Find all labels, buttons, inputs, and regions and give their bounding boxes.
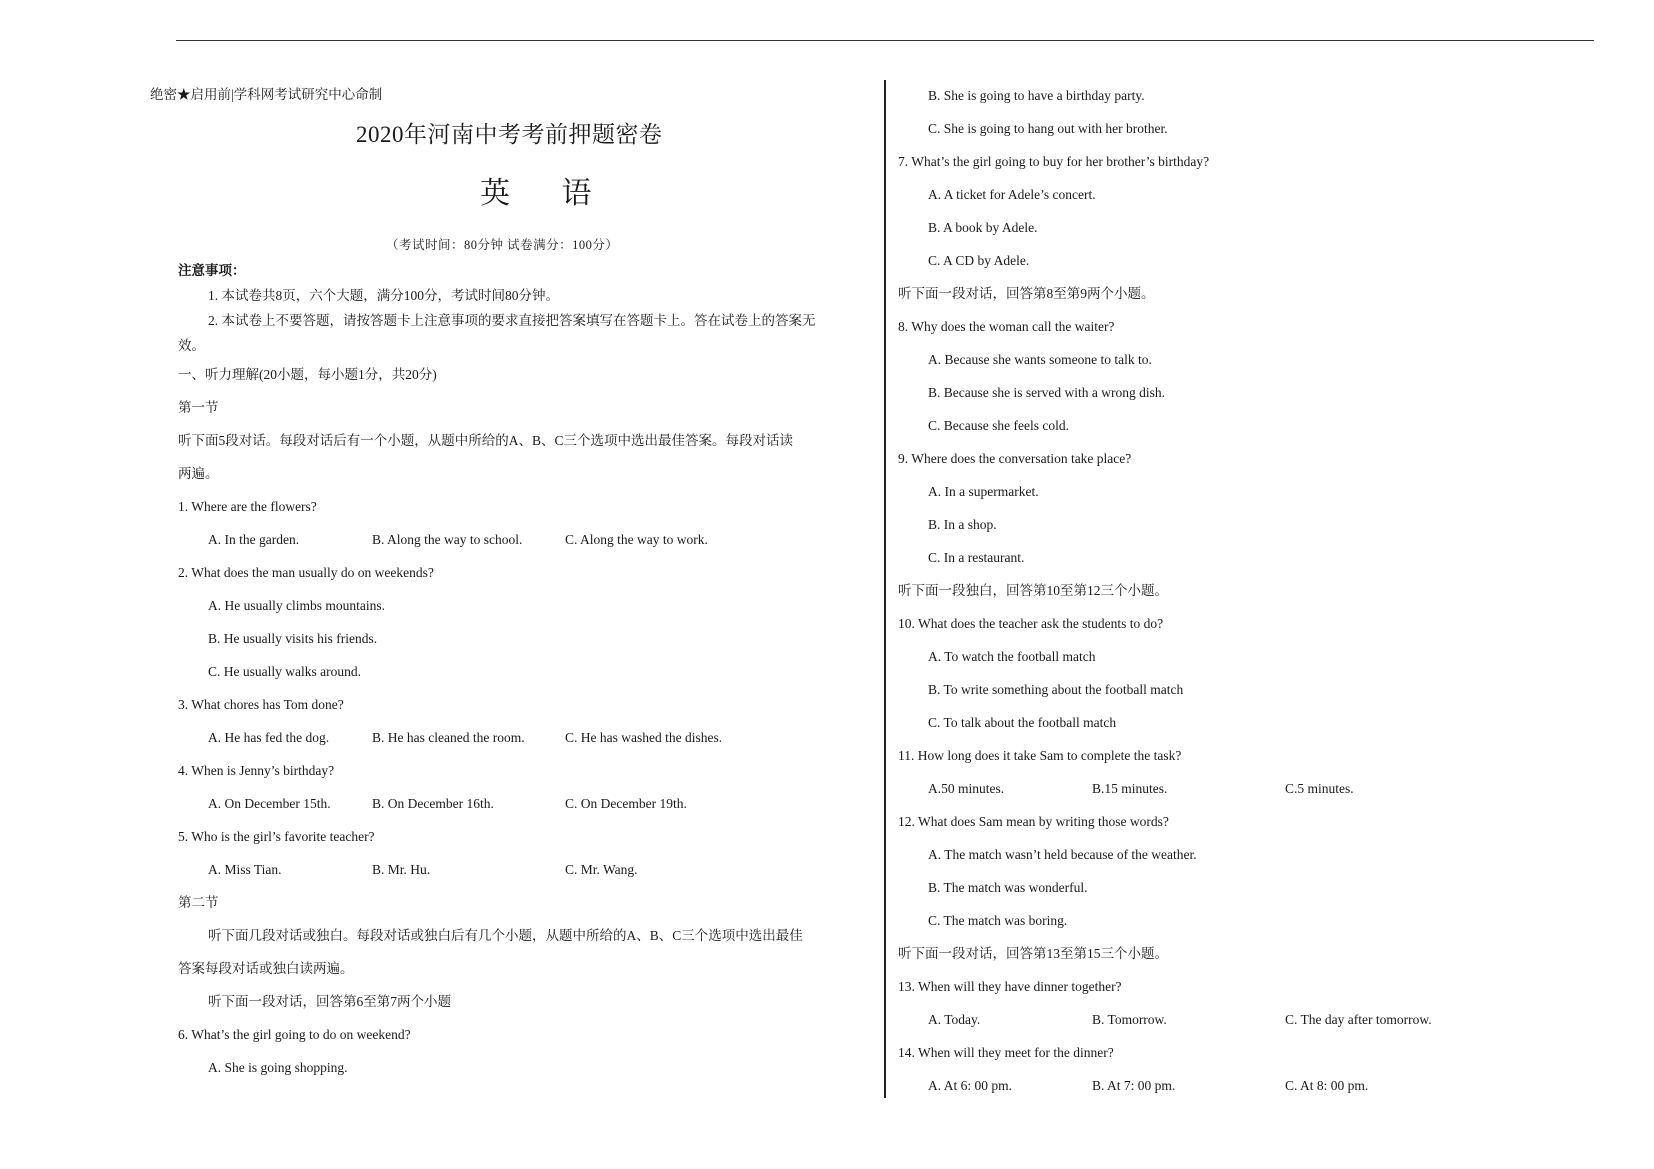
part-1-instruction-line-2: 两遍。 (178, 466, 219, 481)
notice-heading: 注意事项： (178, 263, 246, 278)
question-11-option-c: C.5 minutes. (1285, 781, 1354, 796)
question-7: 7. What’s the girl going to buy for her brother’s birthday? (898, 154, 1210, 169)
part-2-heading: 第二节 (178, 895, 219, 910)
instruction-8-9: 听下面一段对话，回答第8至第9两个小题。 (898, 286, 1155, 301)
question-9: 9. Where does the conversation take place? (898, 451, 1132, 466)
question-10-option-c: C. To talk about the football match (928, 715, 1117, 730)
question-5-option-b: B. Mr. Hu. (372, 862, 431, 877)
part-1-instruction-line-1: 听下面5段对话。每段对话后有一个小题，从题中所给的A、B、C三个选项中选出最佳答案。每段对话读 (178, 433, 794, 448)
question-11-option-a: A.50 minutes. (928, 781, 1005, 796)
question-14-option-c: C. At 8: 00 pm. (1285, 1078, 1369, 1093)
question-7-option-c: C. A CD by Adele. (928, 253, 1030, 268)
question-1-option-c: C. Along the way to work. (565, 532, 708, 547)
question-2-option-b: B. He usually visits his friends. (208, 631, 378, 646)
question-11: 11. How long does it take Sam to complete the task? (898, 748, 1182, 763)
question-3-option-b: B. He has cleaned the room. (372, 730, 525, 745)
question-1-option-a: A. In the garden. (208, 532, 300, 547)
subject-title: 英 语 (480, 177, 614, 210)
question-6-option-a: A. She is going shopping. (208, 1060, 348, 1075)
question-1: 1. Where are the flowers? (178, 499, 317, 514)
question-9-option-c: C. In a restaurant. (928, 550, 1025, 565)
security-note: 绝密★启用前|学科网考试研究中心命制 (150, 87, 383, 102)
part-1-heading: 第一节 (178, 400, 219, 415)
question-5-option-c: C. Mr. Wang. (565, 862, 638, 877)
question-14: 14. When will they meet for the dinner? (898, 1045, 1114, 1060)
notice-item-2-line-1: 2. 本试卷上不要答题，请按答题卡上注意事项的要求直接把答案填写在答题卡上。答在试卷上的答案无 (208, 313, 816, 328)
question-1-option-b: B. Along the way to school. (372, 532, 523, 547)
question-9-option-a: A. In a supermarket. (928, 484, 1039, 499)
instruction-6-7: 听下面一段对话，回答第6至第7两个小题 (208, 994, 451, 1009)
question-2-option-c: C. He usually walks around. (208, 664, 361, 679)
question-12-option-b: B. The match was wonderful. (928, 880, 1088, 895)
question-8-option-a: A. Because she wants someone to talk to. (928, 352, 1152, 367)
instruction-13-15: 听下面一段对话，回答第13至第15三个小题。 (898, 946, 1168, 961)
question-7-option-a: A. A ticket for Adele’s concert. (928, 187, 1096, 202)
question-13-option-a: A. Today. (928, 1012, 981, 1027)
question-8: 8. Why does the woman call the waiter? (898, 319, 1115, 334)
instruction-10-12: 听下面一段独白，回答第10至第12三个小题。 (898, 583, 1168, 598)
question-10: 10. What does the teacher ask the students to do? (898, 616, 1164, 631)
column-divider (884, 80, 886, 1098)
question-3-option-c: C. He has washed the dishes. (565, 730, 723, 745)
question-9-option-b: B. In a shop. (928, 517, 997, 532)
question-13: 13. When will they have dinner together? (898, 979, 1122, 994)
question-2: 2. What does the man usually do on weekends? (178, 565, 434, 580)
question-7-option-b: B. A book by Adele. (928, 220, 1038, 235)
question-3-option-a: A. He has fed the dog. (208, 730, 330, 745)
question-6-option-b: B. She is going to have a birthday party. (928, 88, 1145, 103)
question-10-option-a: A. To watch the football match (928, 649, 1096, 664)
section-1-heading: 一、听力理解(20小题，每小题1分，共20分) (178, 367, 437, 382)
question-4: 4. When is Jenny’s birthday? (178, 763, 335, 778)
question-11-option-b: B.15 minutes. (1092, 781, 1168, 796)
question-4-option-b: B. On December 16th. (372, 796, 494, 811)
question-14-option-a: A. At 6: 00 pm. (928, 1078, 1013, 1093)
question-12-option-a: A. The match wasn’t held because of the weather. (928, 847, 1197, 862)
exam-title: 2020年河南中考考前押题密卷 (356, 122, 663, 147)
question-14-option-b: B. At 7: 00 pm. (1092, 1078, 1176, 1093)
question-13-option-b: B. Tomorrow. (1092, 1012, 1167, 1027)
part-2-instruction-line-2: 答案每段对话或独白读两遍。 (178, 961, 354, 976)
question-8-option-b: B. Because she is served with a wrong dish. (928, 385, 1165, 400)
question-10-option-b: B. To write something about the football match (928, 682, 1184, 697)
notice-item-2-line-2: 效。 (178, 338, 205, 353)
question-8-option-c: C. Because she feels cold. (928, 418, 1069, 433)
question-4-option-a: A. On December 15th. (208, 796, 331, 811)
question-3: 3. What chores has Tom done? (178, 697, 344, 712)
question-13-option-c: C. The day after tomorrow. (1285, 1012, 1432, 1027)
notice-item-1: 1. 本试卷共8页，六个大题，满分100分，考试时间80分钟。 (208, 288, 559, 303)
question-5-option-a: A. Miss Tian. (208, 862, 282, 877)
question-5: 5. Who is the girl’s favorite teacher? (178, 829, 375, 844)
question-2-option-a: A. He usually climbs mountains. (208, 598, 385, 613)
question-12-option-c: C. The match was boring. (928, 913, 1068, 928)
question-4-option-c: C. On December 19th. (565, 796, 687, 811)
question-6-option-c: C. She is going to hang out with her brother. (928, 121, 1168, 136)
header-rule (176, 40, 1594, 41)
part-2-instruction-line-1: 听下面几段对话或独白。每段对话或独白后有几个小题，从题中所给的A、B、C三个选项中选出最佳 (208, 928, 803, 943)
question-6: 6. What’s the girl going to do on weekend? (178, 1027, 411, 1042)
exam-info: （考试时间：80分钟 试卷满分：100分） (386, 238, 619, 252)
question-12: 12. What does Sam mean by writing those words? (898, 814, 1169, 829)
